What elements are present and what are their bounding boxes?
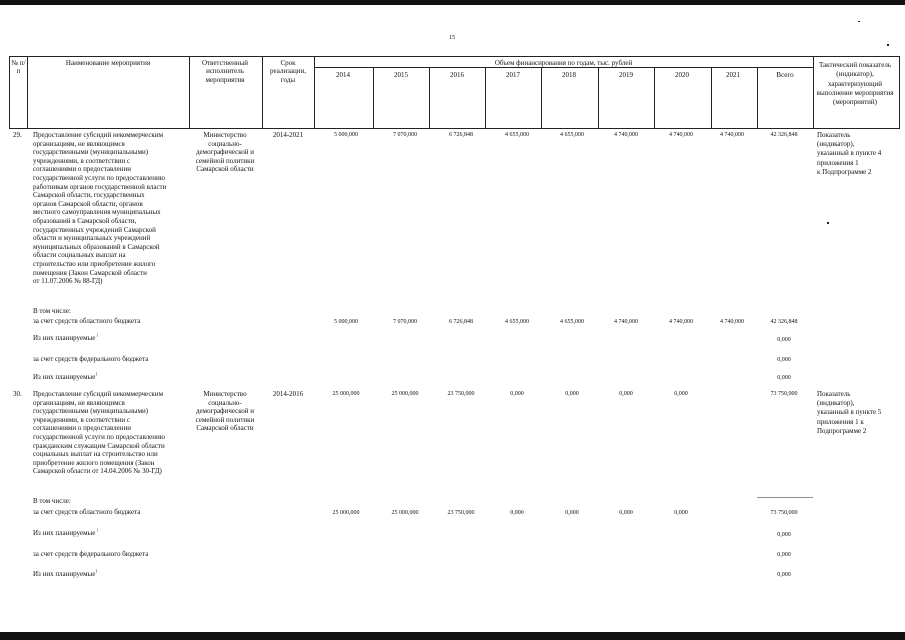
sub-regional-value: 4 655,000 — [505, 319, 529, 325]
sub-regional-value: 23 750,000 — [447, 510, 475, 516]
row-executor-line: семейной политики — [195, 415, 255, 424]
row-indicator-line: указанный в пункте 4 — [817, 149, 882, 158]
sub-regional-value: 0,000 — [565, 510, 579, 516]
row-indicator-line: приложения 1 — [817, 158, 859, 167]
sub-in-that: В том числе: — [33, 497, 71, 505]
grid-line — [262, 56, 263, 128]
sub-regional-value: 25 000,000 — [332, 510, 360, 516]
row-name-line: Самарской области, государственных — [33, 191, 145, 200]
row-name-line: от 11.07.2006 № 88-ГД) — [33, 277, 103, 286]
scan-speck — [887, 44, 889, 46]
row-name-line: организациям, не являющимся — [33, 139, 125, 148]
footnote-mark: 1 — [95, 568, 98, 574]
row-executor-line: Министерство — [203, 390, 247, 398]
sub-regional-value: 0,000 — [619, 510, 633, 516]
row-name-line: местного самоуправления муниципальных — [33, 208, 161, 217]
row-year-value: 0,000 — [565, 391, 579, 397]
header-col-name: Наименование мероприятия — [65, 59, 151, 67]
row-executor-line: демографической и — [195, 407, 255, 416]
row-year-value: 0,000 — [674, 391, 688, 397]
row-executor-line: Самарской области — [196, 424, 254, 433]
sub-regional-total: 42 326,848 — [770, 319, 798, 325]
row-name-line: гражданским служащим Самарской области — [33, 441, 165, 450]
row-indicator-line: Показатель — [817, 390, 851, 398]
footnote-mark: 1 — [95, 371, 98, 377]
row-year-value: 5 000,000 — [334, 132, 358, 138]
scan-bottom-border — [0, 632, 905, 640]
sub-regional-value: 6 726,848 — [449, 319, 473, 325]
header-year: 2014 — [336, 71, 350, 79]
row-term: 2014-2016 — [272, 390, 304, 398]
sub-regional-value: 0,000 — [510, 510, 524, 516]
row-indicator-line: (индикатор), — [817, 399, 855, 408]
row-year-value: 4 655,000 — [560, 132, 584, 138]
row-name-line: муниципальных образований в Самарской — [33, 242, 160, 251]
grid-line — [314, 67, 813, 68]
row-total: 73 750,000 — [770, 391, 798, 397]
row-name-line: государственными (муниципальными) — [33, 407, 149, 416]
row-year-value: 7 070,000 — [393, 132, 417, 138]
header-year: 2020 — [675, 71, 689, 79]
sub-regional-value: 4 740,000 — [614, 319, 638, 325]
header-col-no: № п/п — [11, 59, 26, 76]
sub-in-that: В том числе: — [33, 307, 71, 315]
row-name-line: государственными (муниципальными) — [33, 148, 149, 157]
sub-planned2-total: 0,000 — [777, 375, 791, 381]
header-year: 2019 — [619, 71, 633, 79]
sub-regional-value: 4 740,000 — [720, 319, 744, 325]
row-name-line: соглашениями о предоставлении — [33, 424, 132, 433]
row-executor-line: социально- — [208, 139, 242, 148]
header-year: 2016 — [450, 71, 464, 79]
row-indicator-line: к Подпрограмме 2 — [817, 167, 872, 176]
row-name-line: учреждениями, в соответствии с — [33, 156, 130, 165]
sub-planned-total: 0,000 — [777, 532, 791, 538]
sub-regional-label: за счет средств областного бюджета — [33, 508, 141, 516]
grid-line — [9, 56, 900, 57]
row-name-line: государственных учреждений Самарской — [33, 225, 156, 234]
grid-line — [373, 67, 374, 128]
sub-planned2-label — [33, 373, 97, 382]
header-year: 2018 — [562, 71, 576, 79]
sub-planned2-label — [33, 570, 97, 579]
row-name-line: помещения (Закон Самарской области — [33, 268, 147, 277]
sub-planned-total: 0,000 — [777, 337, 791, 343]
row-year-value: 4 740,000 — [614, 132, 638, 138]
row-year-value: 23 750,000 — [447, 391, 475, 397]
row-indicator-line: приложения 1 к — [817, 417, 864, 426]
row-executor-line: Министерство — [203, 131, 247, 139]
row-name-line: государственной услуги по предоставлению — [33, 174, 165, 182]
sub-federal-total: 0,000 — [777, 357, 791, 363]
sub-regional-value: 4 740,000 — [669, 319, 693, 325]
header-year: 2015 — [394, 71, 408, 79]
sub-regional-value: 4 655,000 — [560, 319, 584, 325]
row-number: 30. — [13, 390, 22, 398]
row-name-line: области и муниципальных учреждений — [33, 234, 151, 243]
sub-planned-label — [33, 334, 98, 343]
header-year: 2017 — [506, 71, 520, 79]
grid-line — [757, 497, 813, 498]
row-name-line: государственной услуги по предоставлению — [33, 433, 165, 441]
grid-line — [314, 56, 315, 128]
grid-line — [485, 67, 486, 128]
row-year-value: 25 000,000 — [391, 391, 419, 397]
row-indicator-line: (индикатор), — [817, 140, 855, 149]
row-name-line: Предоставление субсидий некоммерческим — [33, 131, 164, 139]
grid-line — [899, 56, 900, 128]
row-name-line: организациям, не являющимся — [33, 398, 125, 407]
sub-regional-value: 25 000,000 — [391, 510, 419, 516]
footnote-mark: 1 — [95, 527, 99, 533]
grid-line — [9, 56, 10, 128]
row-name-line: строительство или приобретение жилого — [33, 260, 156, 268]
row-year-value: 4 740,000 — [669, 132, 693, 138]
sub-regional-label: за счет средств областного бюджета — [33, 317, 141, 325]
grid-line — [813, 56, 814, 128]
header-col-term: Срок реализации, годы — [270, 59, 306, 84]
row-name-line: приобретение жилого помещения (Закон — [33, 458, 155, 467]
row-indicator-line: Подпрограмме 2 — [817, 426, 867, 435]
row-indicator-line: Показатель — [817, 131, 851, 139]
header-col-indicator: Тактический показатель (индикатор), характеризующий выполнение мероприятия (мероприятий) — [816, 61, 894, 107]
row-year-value: 6 726,848 — [449, 132, 473, 138]
row-term: 2014-2021 — [272, 131, 304, 139]
grid-line — [27, 56, 28, 128]
planned-label-text: Из них планируемые — [33, 529, 96, 537]
row-year-value: 0,000 — [510, 391, 524, 397]
sub-federal-label: за счет средств федерального бюджета — [33, 550, 149, 558]
sub-planned2-total: 0,000 — [777, 572, 791, 578]
header-col-executor: Ответственный исполнитель мероприятия — [201, 59, 249, 84]
grid-line — [541, 67, 542, 128]
grid-line — [9, 128, 900, 129]
planned2-label-text: Из них планируемые — [33, 570, 96, 578]
sub-federal-total: 0,000 — [777, 552, 791, 558]
sub-regional-value: 0,000 — [674, 510, 688, 516]
row-total: 42 326,848 — [770, 132, 798, 138]
row-executor-line: демографической и — [195, 148, 255, 157]
row-name-line: учреждениями, в соответствии с — [33, 415, 130, 424]
row-year-value: 4 655,000 — [505, 132, 529, 138]
row-number: 29. — [13, 131, 22, 139]
row-name-line: органов Самарской области, органов — [33, 199, 143, 208]
header-col-funding: Объем финансирования по годам, тыс. рублей — [494, 59, 633, 67]
header-year: 2021 — [726, 71, 740, 79]
row-name-line: области социальных выплат на — [33, 251, 126, 260]
row-name-line: образований в Самарской области, — [33, 217, 137, 225]
row-name-line: социальных выплат на строительство или — [33, 450, 158, 459]
sub-regional-total: 73 750,000 — [770, 510, 798, 516]
row-indicator-line: указанный в пункте 5 — [817, 408, 882, 417]
row-year-value: 4 740,000 — [720, 132, 744, 138]
sub-planned-label — [33, 529, 98, 538]
sub-federal-label: за счет средств федерального бюджета — [33, 355, 149, 363]
grid-line — [189, 56, 190, 128]
row-name-line: соглашениями о предоставлении — [33, 165, 132, 174]
sub-regional-value: 7 070,000 — [393, 319, 417, 325]
planned2-label-text: Из них планируемые — [33, 373, 96, 381]
row-executor-line: семейной политики — [195, 156, 255, 165]
grid-line — [598, 67, 599, 128]
scan-speck — [827, 222, 829, 224]
row-year-value: 0,000 — [619, 391, 633, 397]
scan-top-border — [0, 0, 905, 5]
row-name-line: работникам органов государственной власти — [33, 182, 167, 191]
planned-label-text: Из них планируемые — [33, 334, 96, 342]
page-number: 15 — [449, 35, 455, 41]
row-executor-line: Самарской области — [196, 165, 254, 174]
row-name-line: Предоставление субсидий некоммерческим — [33, 390, 164, 398]
grid-line — [654, 67, 655, 128]
grid-line — [429, 67, 430, 128]
row-name-line: Самарской области от 14.04.2006 № 30-ГД) — [33, 467, 162, 476]
header-col-total: Всего — [776, 71, 794, 79]
row-executor-line: социально- — [208, 398, 242, 407]
sub-regional-value: 5 000,000 — [334, 319, 358, 325]
footnote-mark: 1 — [95, 332, 99, 338]
scan-speck — [858, 21, 860, 22]
row-year-value: 25 000,000 — [332, 391, 360, 397]
